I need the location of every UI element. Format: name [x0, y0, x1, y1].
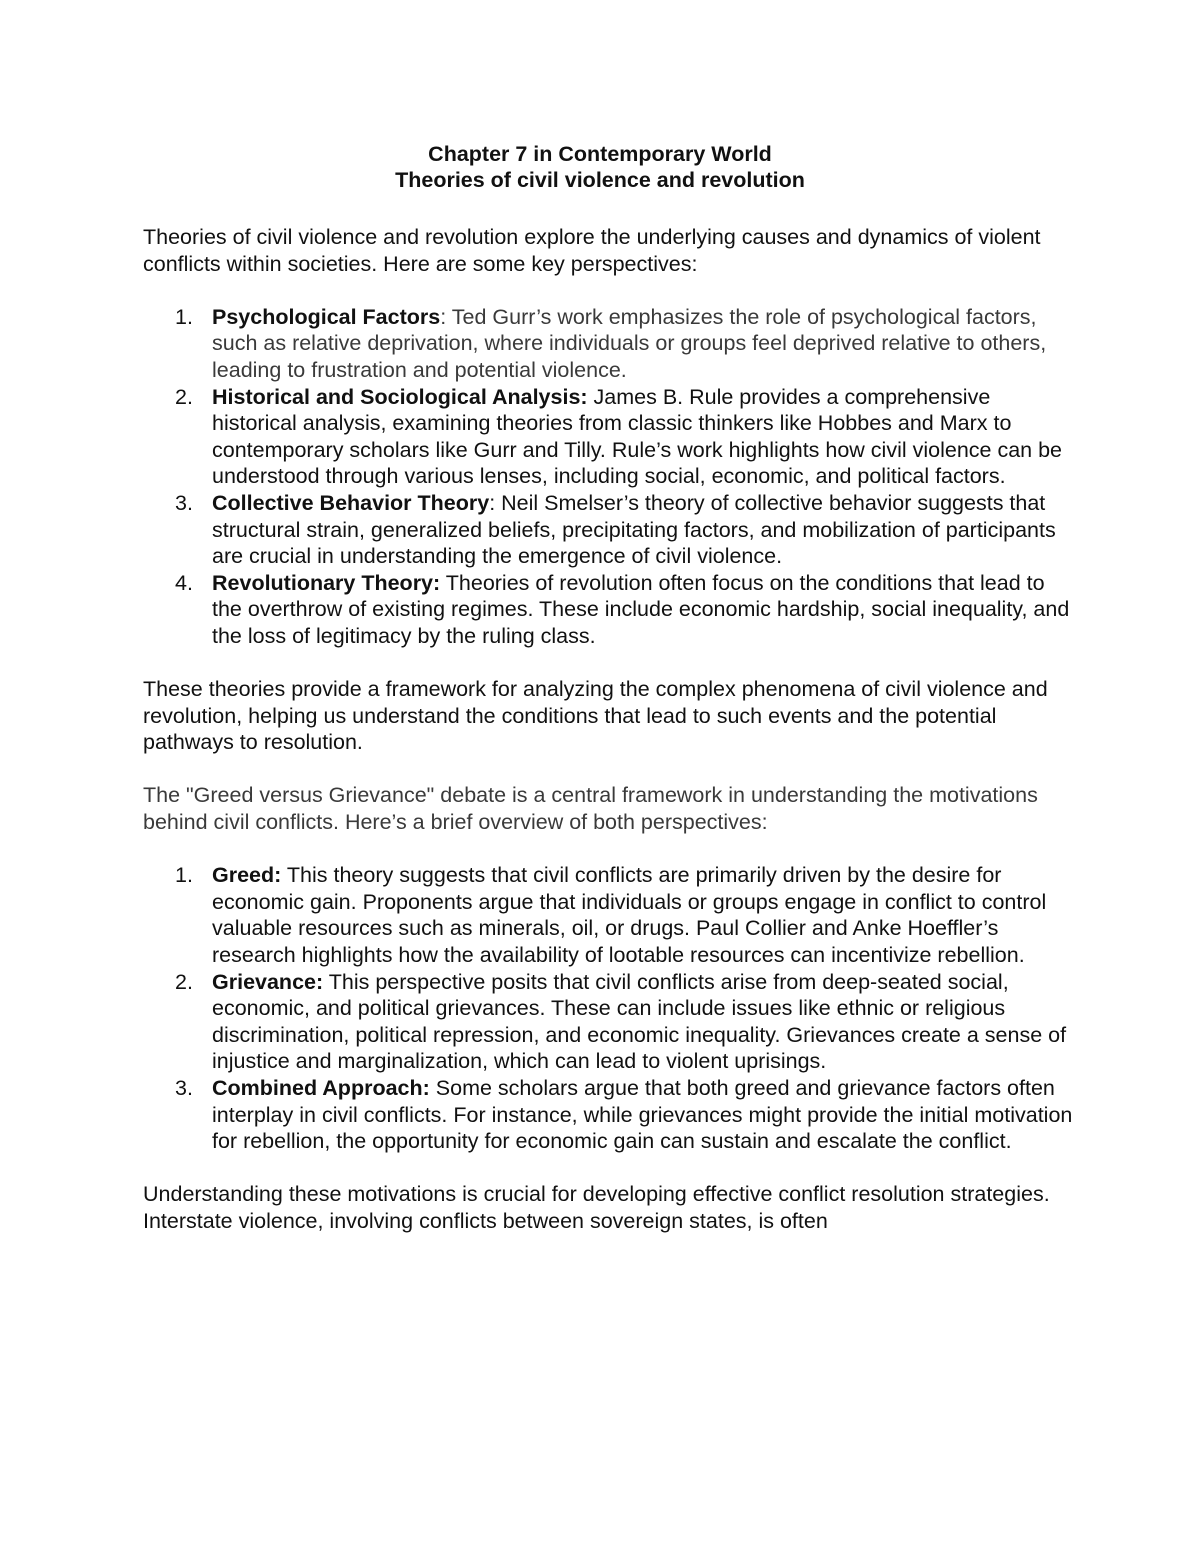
summary-paragraph: These theories provide a framework for analyzing the complex phenomena of civil violence and revolution, helping us understand the conditions that lead to such events and the potential pathways to resolution. [143, 677, 1048, 755]
list-item [143, 384, 1073, 490]
list-item [143, 969, 1073, 1075]
list-term: Revolutionary Theory: [212, 570, 441, 595]
list-text: Theories of revolution often focus on the conditions that lead to the overthrow of existing regimes. These include economic hardship, social inequality, and the loss of legitimacy by the ruling class. [212, 570, 1070, 648]
title-line-2: Theories of civil violence and revolution [395, 168, 805, 192]
document-body [143, 224, 1073, 1235]
list-item [143, 862, 1073, 968]
list-item [143, 570, 1073, 650]
list-number: 3. [175, 490, 193, 515]
perspectives-list [143, 862, 1073, 1155]
list-item [143, 490, 1073, 570]
list-text: Some scholars argue that both greed and grievance factors often interplay in civil conflicts. For instance, while grievances might provide the initial motivation for rebellion, the opportunity for economic gain can sustain and escalate the conflict. [212, 1076, 1073, 1154]
list-term: Combined Approach: [212, 1076, 430, 1100]
list-term: Psychological Factors [212, 304, 441, 329]
list-term: Greed: [212, 863, 282, 888]
list-number: 4. [175, 570, 193, 595]
list-number: 2. [175, 969, 193, 994]
list-item [143, 1075, 1073, 1155]
list-text: : Neil Smelser’s theory of collective behavior suggests that structural strain, generalized beliefs, precipitating factors, and mobilization of participants are crucial in understanding the emergence of civil violence. [212, 490, 1056, 569]
theories-list [143, 304, 1073, 650]
list-number: 3. [175, 1076, 193, 1100]
list-term: Grievance: [212, 969, 324, 994]
greed-grievance-intro: The "Greed versus Grievance" debate is a central framework in understanding the motivations behind civil conflicts. Here’s a brief overview of both perspectives: [143, 783, 1038, 835]
document-title [0, 141, 1200, 193]
list-text: : Ted Gurr’s work emphasizes the role of psychological factors, such as relative deprivation, where individuals or groups feel deprived relative to others, leading to frustration and potential violence. [212, 304, 1047, 382]
list-number: 1. [175, 304, 193, 329]
list-number: 2. [175, 384, 193, 409]
list-term: Collective Behavior Theory [212, 490, 490, 515]
list-number: 1. [175, 863, 193, 888]
closing-paragraph: Understanding these motivations is crucial for developing effective conflict resolution strategies. Interstate violence, involving conflicts between sovereign states, is often [143, 1182, 1050, 1233]
title-line-1: Chapter 7 in Contemporary World [428, 142, 772, 166]
intro-paragraph: Theories of civil violence and revolution explore the underlying causes and dynamics of violent conflicts within societies. Here are some key perspectives: [143, 225, 1041, 276]
list-text: James B. Rule provides a comprehensive historical analysis, examining theories from classic thinkers like Hobbes and Marx to contemporary scholars like Gurr and Tilly. Rule’s work highlights how civil violence can be understood through various lenses, including social, economic, and political factors. [212, 384, 1063, 489]
list-term: Historical and Sociological Analysis: [212, 384, 588, 409]
list-text: This theory suggests that civil conflicts are primarily driven by the desire for economic gain. Proponents argue that individuals or groups engage in conflict to control valuable resources such as minerals, oil, or drugs. Paul Collier and Anke Hoeffler’s research highlights how the availability of lootable resources can incentivize rebellion. [212, 863, 1047, 968]
list-text: This perspective posits that civil conflicts arise from deep-seated social, economic, and political grievances. These can include issues like ethnic or religious discrimination, political repression, and economic inequality. Grievances create a sense of injustice and marginalization, which can lead to violent uprisings. [212, 969, 1067, 1074]
list-item [143, 304, 1073, 384]
